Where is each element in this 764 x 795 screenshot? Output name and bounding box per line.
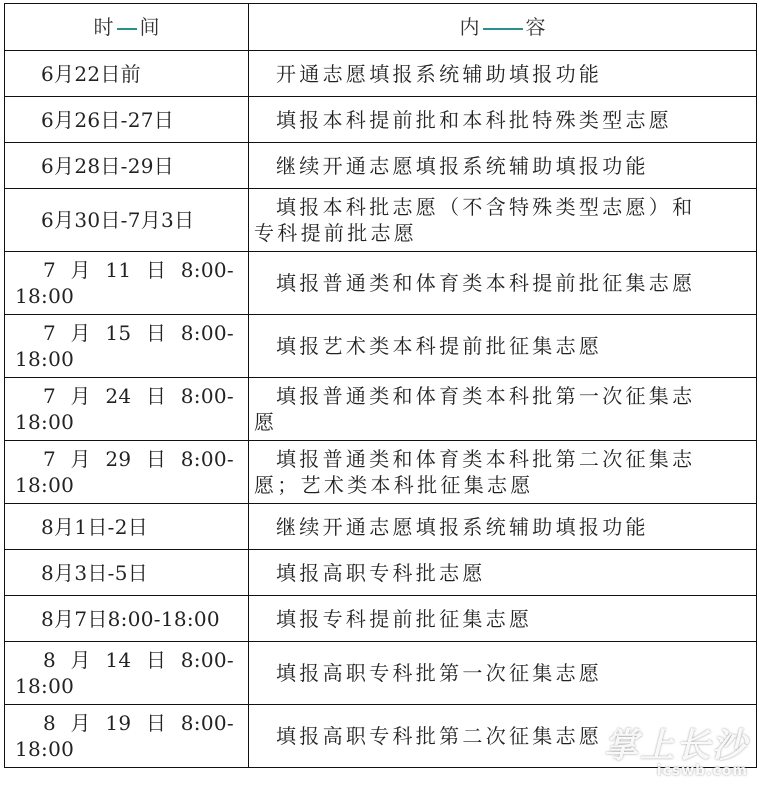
- content-text-line-1: 填报本科批志愿（不含特殊类型志愿）和: [276, 195, 696, 219]
- time-end: 18:00: [15, 284, 75, 308]
- time-month-unit: 月: [70, 648, 91, 672]
- time-month: 7: [43, 321, 57, 345]
- time-start: 8:00-: [180, 648, 234, 672]
- content-cell: [249, 97, 757, 143]
- content-text-line-2: 专科提前批志愿: [254, 221, 418, 245]
- time-cell: [5, 642, 249, 705]
- time-end: 18:00: [15, 737, 75, 761]
- time-day: 14: [105, 648, 132, 672]
- header-content-char-2: 容: [525, 15, 546, 39]
- content-text-line-1: 填报普通类和体育类本科批第一次征集志: [276, 384, 696, 408]
- admission-schedule-table: [4, 3, 757, 768]
- time-month: 8: [43, 711, 57, 735]
- time-day: 29: [105, 447, 132, 471]
- time-cell: 6月22日前: [5, 51, 249, 97]
- time-cell: 8月3日-5日: [5, 550, 249, 596]
- table-row: [5, 441, 757, 504]
- watermark-domain: icswb.com: [656, 763, 748, 779]
- content-text: 填报高职专科批志愿: [276, 560, 486, 585]
- content-text: 填报本科提前批和本科批特殊类型志愿: [276, 107, 673, 132]
- time-cell: 6月26日-27日: [5, 97, 249, 143]
- time-column-header: [5, 4, 249, 51]
- time-month-unit: 月: [70, 711, 91, 735]
- time-cell: 6月28日-29日: [5, 143, 249, 189]
- time-day: 19: [105, 711, 132, 735]
- content-text: 开通志愿填报系统辅助填报功能: [276, 61, 603, 86]
- header-time-char-1: 时: [93, 15, 114, 39]
- content-cell: [249, 143, 757, 189]
- time-cell: 8月1日-2日: [5, 504, 249, 550]
- content-cell: [249, 378, 757, 441]
- time-start: 8:00-: [180, 711, 234, 735]
- time-start: 8:00-: [180, 384, 234, 408]
- table-row: [5, 550, 757, 596]
- time-cell: [5, 705, 249, 768]
- time-end: 18:00: [15, 674, 75, 698]
- table-row: [5, 51, 757, 97]
- time-day: 15: [105, 321, 132, 345]
- content-cell: [249, 550, 757, 596]
- time-start: 8:00-: [180, 258, 234, 282]
- header-row: [5, 4, 757, 51]
- table-row: [5, 378, 757, 441]
- content-text: 填报高职专科批第二次征集志愿: [276, 724, 603, 748]
- time-month-unit: 月: [70, 447, 91, 471]
- time-month: 7: [43, 258, 57, 282]
- content-text: 填报高职专科批第一次征集志愿: [276, 661, 603, 685]
- time-month: 8: [43, 648, 57, 672]
- time-month-unit: 月: [70, 321, 91, 345]
- time-month: 7: [43, 384, 57, 408]
- content-text: 填报艺术类本科提前批征集志愿: [276, 334, 603, 358]
- time-day-unit: 日: [145, 258, 167, 282]
- time-month-unit: 月: [70, 384, 91, 408]
- table-row: [5, 97, 757, 143]
- header-content-char-1: 内: [459, 15, 480, 39]
- content-cell: [249, 504, 757, 550]
- content-text: 填报专科提前批征集志愿: [276, 606, 533, 631]
- time-day-unit: 日: [145, 321, 167, 345]
- time-month: 7: [43, 447, 57, 471]
- content-text-line-1: 填报普通类和体育类本科批第二次征集志: [276, 447, 696, 471]
- content-text: 继续开通志愿填报系统辅助填报功能: [276, 153, 649, 178]
- table-row: [5, 642, 757, 705]
- content-cell: [249, 189, 757, 252]
- time-cell: [5, 441, 249, 504]
- table-row: [5, 596, 757, 642]
- time-day-unit: 日: [145, 447, 167, 471]
- table-row: [5, 189, 757, 252]
- time-day: 24: [105, 384, 132, 408]
- time-cell: [5, 252, 249, 315]
- content-column-header: [249, 4, 757, 51]
- content-text: 填报普通类和体育类本科提前批征集志愿: [276, 271, 696, 295]
- content-cell: [249, 51, 757, 97]
- content-cell: [249, 596, 757, 642]
- time-end: 18:00: [15, 473, 75, 497]
- time-start: 8:00-: [180, 447, 234, 471]
- time-cell: 8月7日8:00-18:00: [5, 596, 249, 642]
- content-text-line-2: 愿；艺术类本科批征集志愿: [254, 473, 534, 497]
- time-day-unit: 日: [145, 711, 167, 735]
- time-day-unit: 日: [145, 648, 167, 672]
- table-row: [5, 504, 757, 550]
- header-time-char-2: 间: [139, 15, 160, 39]
- time-start: 8:00-: [180, 321, 234, 345]
- watermark-logo: [604, 726, 748, 779]
- content-cell: [249, 252, 757, 315]
- time-end: 18:00: [15, 410, 75, 434]
- time-end: 18:00: [15, 347, 75, 371]
- table-row: [5, 143, 757, 189]
- content-cell: [249, 441, 757, 504]
- watermark-brand: 掌上长沙: [604, 726, 748, 766]
- content-cell: [249, 315, 757, 378]
- content-cell: [249, 642, 757, 705]
- content-text-line-2: 愿: [254, 410, 278, 434]
- time-cell: 6月30日-7月3日: [5, 189, 249, 252]
- time-month-unit: 月: [70, 258, 91, 282]
- time-cell: [5, 315, 249, 378]
- time-day-unit: 日: [145, 384, 167, 408]
- time-day: 11: [105, 258, 132, 282]
- time-cell: [5, 378, 249, 441]
- table-row: [5, 252, 757, 315]
- table-row: [5, 315, 757, 378]
- content-text: 继续开通志愿填报系统辅助填报功能: [276, 514, 649, 539]
